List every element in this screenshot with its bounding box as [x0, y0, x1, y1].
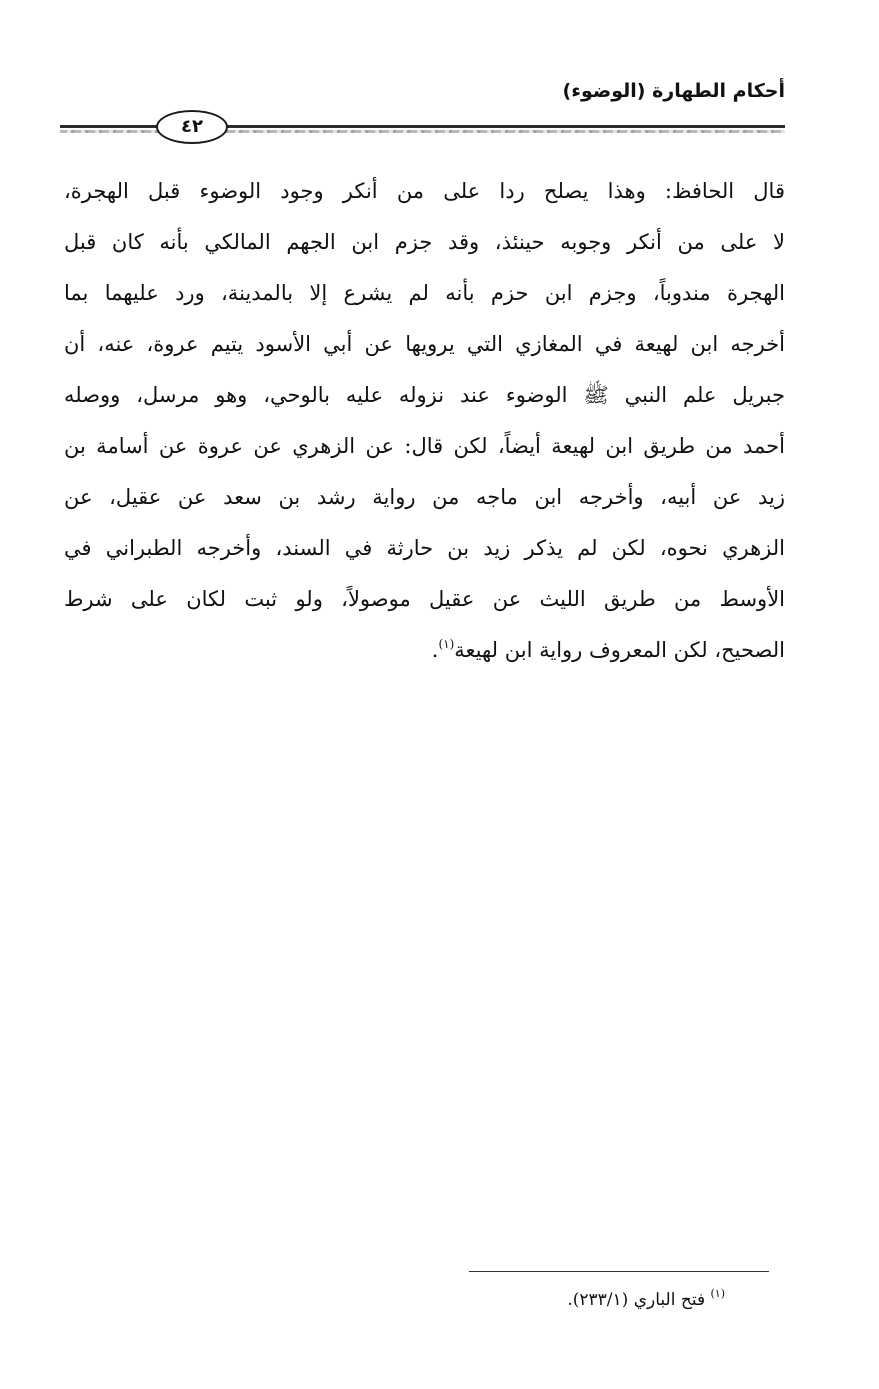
- footnote-reference[interactable]: (١): [438, 637, 455, 651]
- text-line: جبريل علم النبي ﷺ الوضوء عند نزوله عليه بالوحي، وهو مرسل، ووصله: [64, 383, 785, 407]
- text-line: زيد عن أبيه، وأخرجه ابن ماجه من رواية رشد بن سعد عن عقيل، عن: [64, 485, 785, 509]
- text-line: قال الحافظ: وهذا يصلح ردا على من أنكر وجود الوضوء قبل الهجرة،: [64, 179, 785, 203]
- page-number-badge: ٤٢: [156, 110, 228, 144]
- text-line: أخرجه ابن لهيعة في المغازي التي يرويها عن أبي الأسود يتيم عروة، عنه، أن: [64, 332, 785, 356]
- footnote-text: فتح الباري (٢٣٣/١).: [567, 1290, 706, 1310]
- last-line-text: الصحيح، لكن المعروف رواية ابن لهيعة: [454, 638, 785, 662]
- text-line-last: [64, 625, 785, 676]
- text-line: الهجرة مندوباً، وجزم ابن حزم بأنه لم يشرع إلا بالمدينة، ورد عليهما بما: [64, 281, 785, 305]
- running-title: أحكام الطهارة (الوضوء): [562, 80, 785, 102]
- text-line: الأوسط من طريق الليث عن عقيل موصولاً، ولو ثبت لكان على شرط: [64, 587, 785, 611]
- text-line: لا على من أنكر وجوبه حينئذ، وقد جزم ابن الجهم المالكي بأنه كان قبل: [64, 230, 785, 254]
- text-line: أحمد من طريق ابن لهيعة أيضاً، لكن قال: عن الزهري عن عروة عن أسامة بن: [64, 434, 785, 458]
- closing-period: .: [431, 638, 439, 662]
- page-header: [60, 78, 785, 148]
- footnote-separator: [469, 1271, 769, 1272]
- text-line: الزهري نحوه، لكن لم يذكر زيد بن حارثة في السند، وأخرجه الطبراني في: [64, 536, 785, 560]
- main-text: [64, 166, 785, 676]
- footnote-mark: (١): [710, 1287, 725, 1300]
- footnote-1: [567, 1287, 725, 1310]
